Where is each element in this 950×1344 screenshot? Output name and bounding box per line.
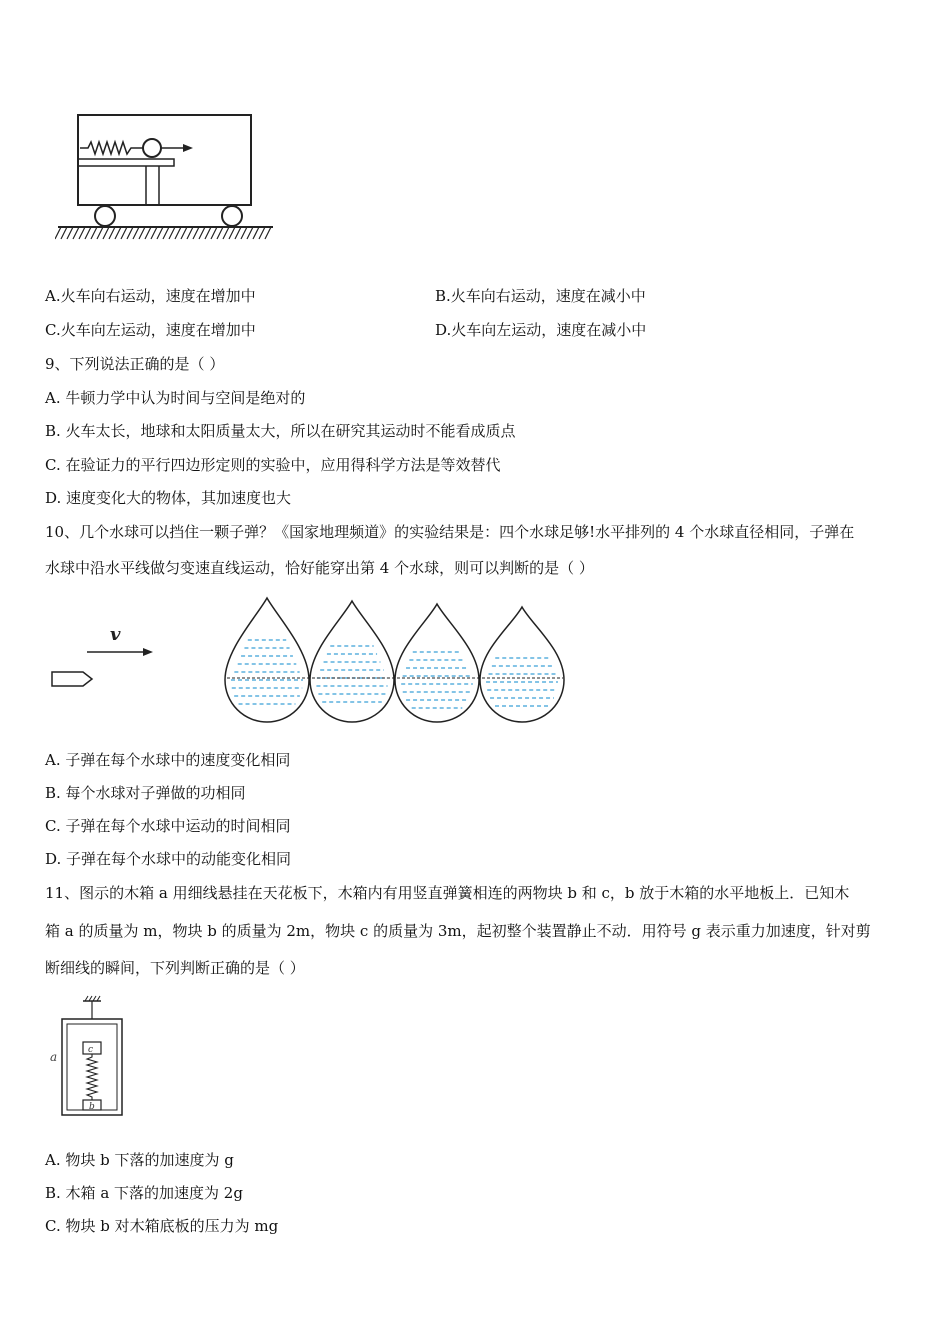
train-figure — [55, 112, 280, 247]
q8-option-c: C.火车向左运动，速度在增加中 — [45, 321, 256, 339]
spring — [80, 142, 143, 154]
block-b-label: b — [89, 1102, 95, 1112]
train-car-body — [78, 115, 251, 205]
wheel-right — [222, 206, 242, 226]
bullet — [52, 672, 92, 686]
q11-option-b: B. 木箱 a 下落的加速度为 2g — [45, 1184, 243, 1202]
water-balls-figure — [45, 592, 575, 737]
q8-option-b: B.火车向右运动，速度在减小中 — [435, 287, 646, 305]
q11-stem-line-3: 断细线的瞬间，下列判断正确的是（ ） — [45, 959, 305, 977]
q9-stem: 9、下列说法正确的是（ ） — [45, 355, 225, 373]
box-label: a — [50, 1050, 58, 1064]
q11-stem-line-2: 箱 a 的质量为 m，物块 b 的质量为 2m，物块 c 的质量为 3m，起初整个装置静止不动．用符号 g 表示重力加速度，针对剪 — [45, 922, 871, 940]
vertical-spring — [87, 1054, 97, 1100]
q10-option-c: C. 子弹在每个水球中运动的时间相同 — [45, 817, 291, 835]
q9-option-d: D. 速度变化大的物体，其加速度也大 — [45, 489, 292, 507]
wheel-left — [95, 206, 115, 226]
q9-option-a: A. 牛顿力学中认为时间与空间是绝对的 — [45, 389, 306, 407]
q11-option-c: C. 物块 b 对木箱底板的压力为 mg — [45, 1217, 279, 1235]
q10-option-d: D. 子弹在每个水球中的动能变化相同 — [45, 850, 292, 868]
table-top — [78, 159, 174, 166]
q10-option-a: A. 子弹在每个水球中的速度变化相同 — [45, 751, 291, 769]
water-ball — [480, 607, 564, 722]
q9-option-b: B. 火车太长，地球和太阳质量太大，所以在研究其运动时不能看成质点 — [45, 422, 516, 440]
q11-option-a: A. 物块 b 下落的加速度为 g — [45, 1151, 234, 1169]
q10-stem-line-2: 水球中沿水平线做匀变速直线运动，恰好能穿出第 4 个水球，则可以判断的是（ ） — [45, 559, 594, 577]
velocity-label: v — [110, 624, 121, 645]
q10-option-b: B. 每个水球对子弹做的功相同 — [45, 784, 246, 802]
ball — [143, 139, 161, 157]
q8-option-d: D.火车向左运动，速度在减小中 — [435, 321, 647, 339]
q9-option-c: C. 在验证力的平行四边形定则的实验中，应用得科学方法是等效替代 — [45, 456, 501, 474]
q8-option-a: A.火车向右运动，速度在增加中 — [45, 287, 256, 305]
block-c-label: c — [88, 1045, 94, 1055]
q11-stem-line-1: 11、图示的木箱 a 用细线悬挂在天花板下，木箱内有用竖直弹簧相连的两物块 b 和 c，b 放于木箱的水平地板上．已知木 — [45, 884, 850, 902]
water-ball — [395, 604, 479, 722]
q10-stem-line-1: 10、几个水球可以挡住一颗子弹？《国家地理频道》的实验结果是：四个水球足够!水平排列的 4 个水球直径相同，子弹在 — [45, 523, 855, 541]
hanging-box-figure — [45, 995, 135, 1120]
